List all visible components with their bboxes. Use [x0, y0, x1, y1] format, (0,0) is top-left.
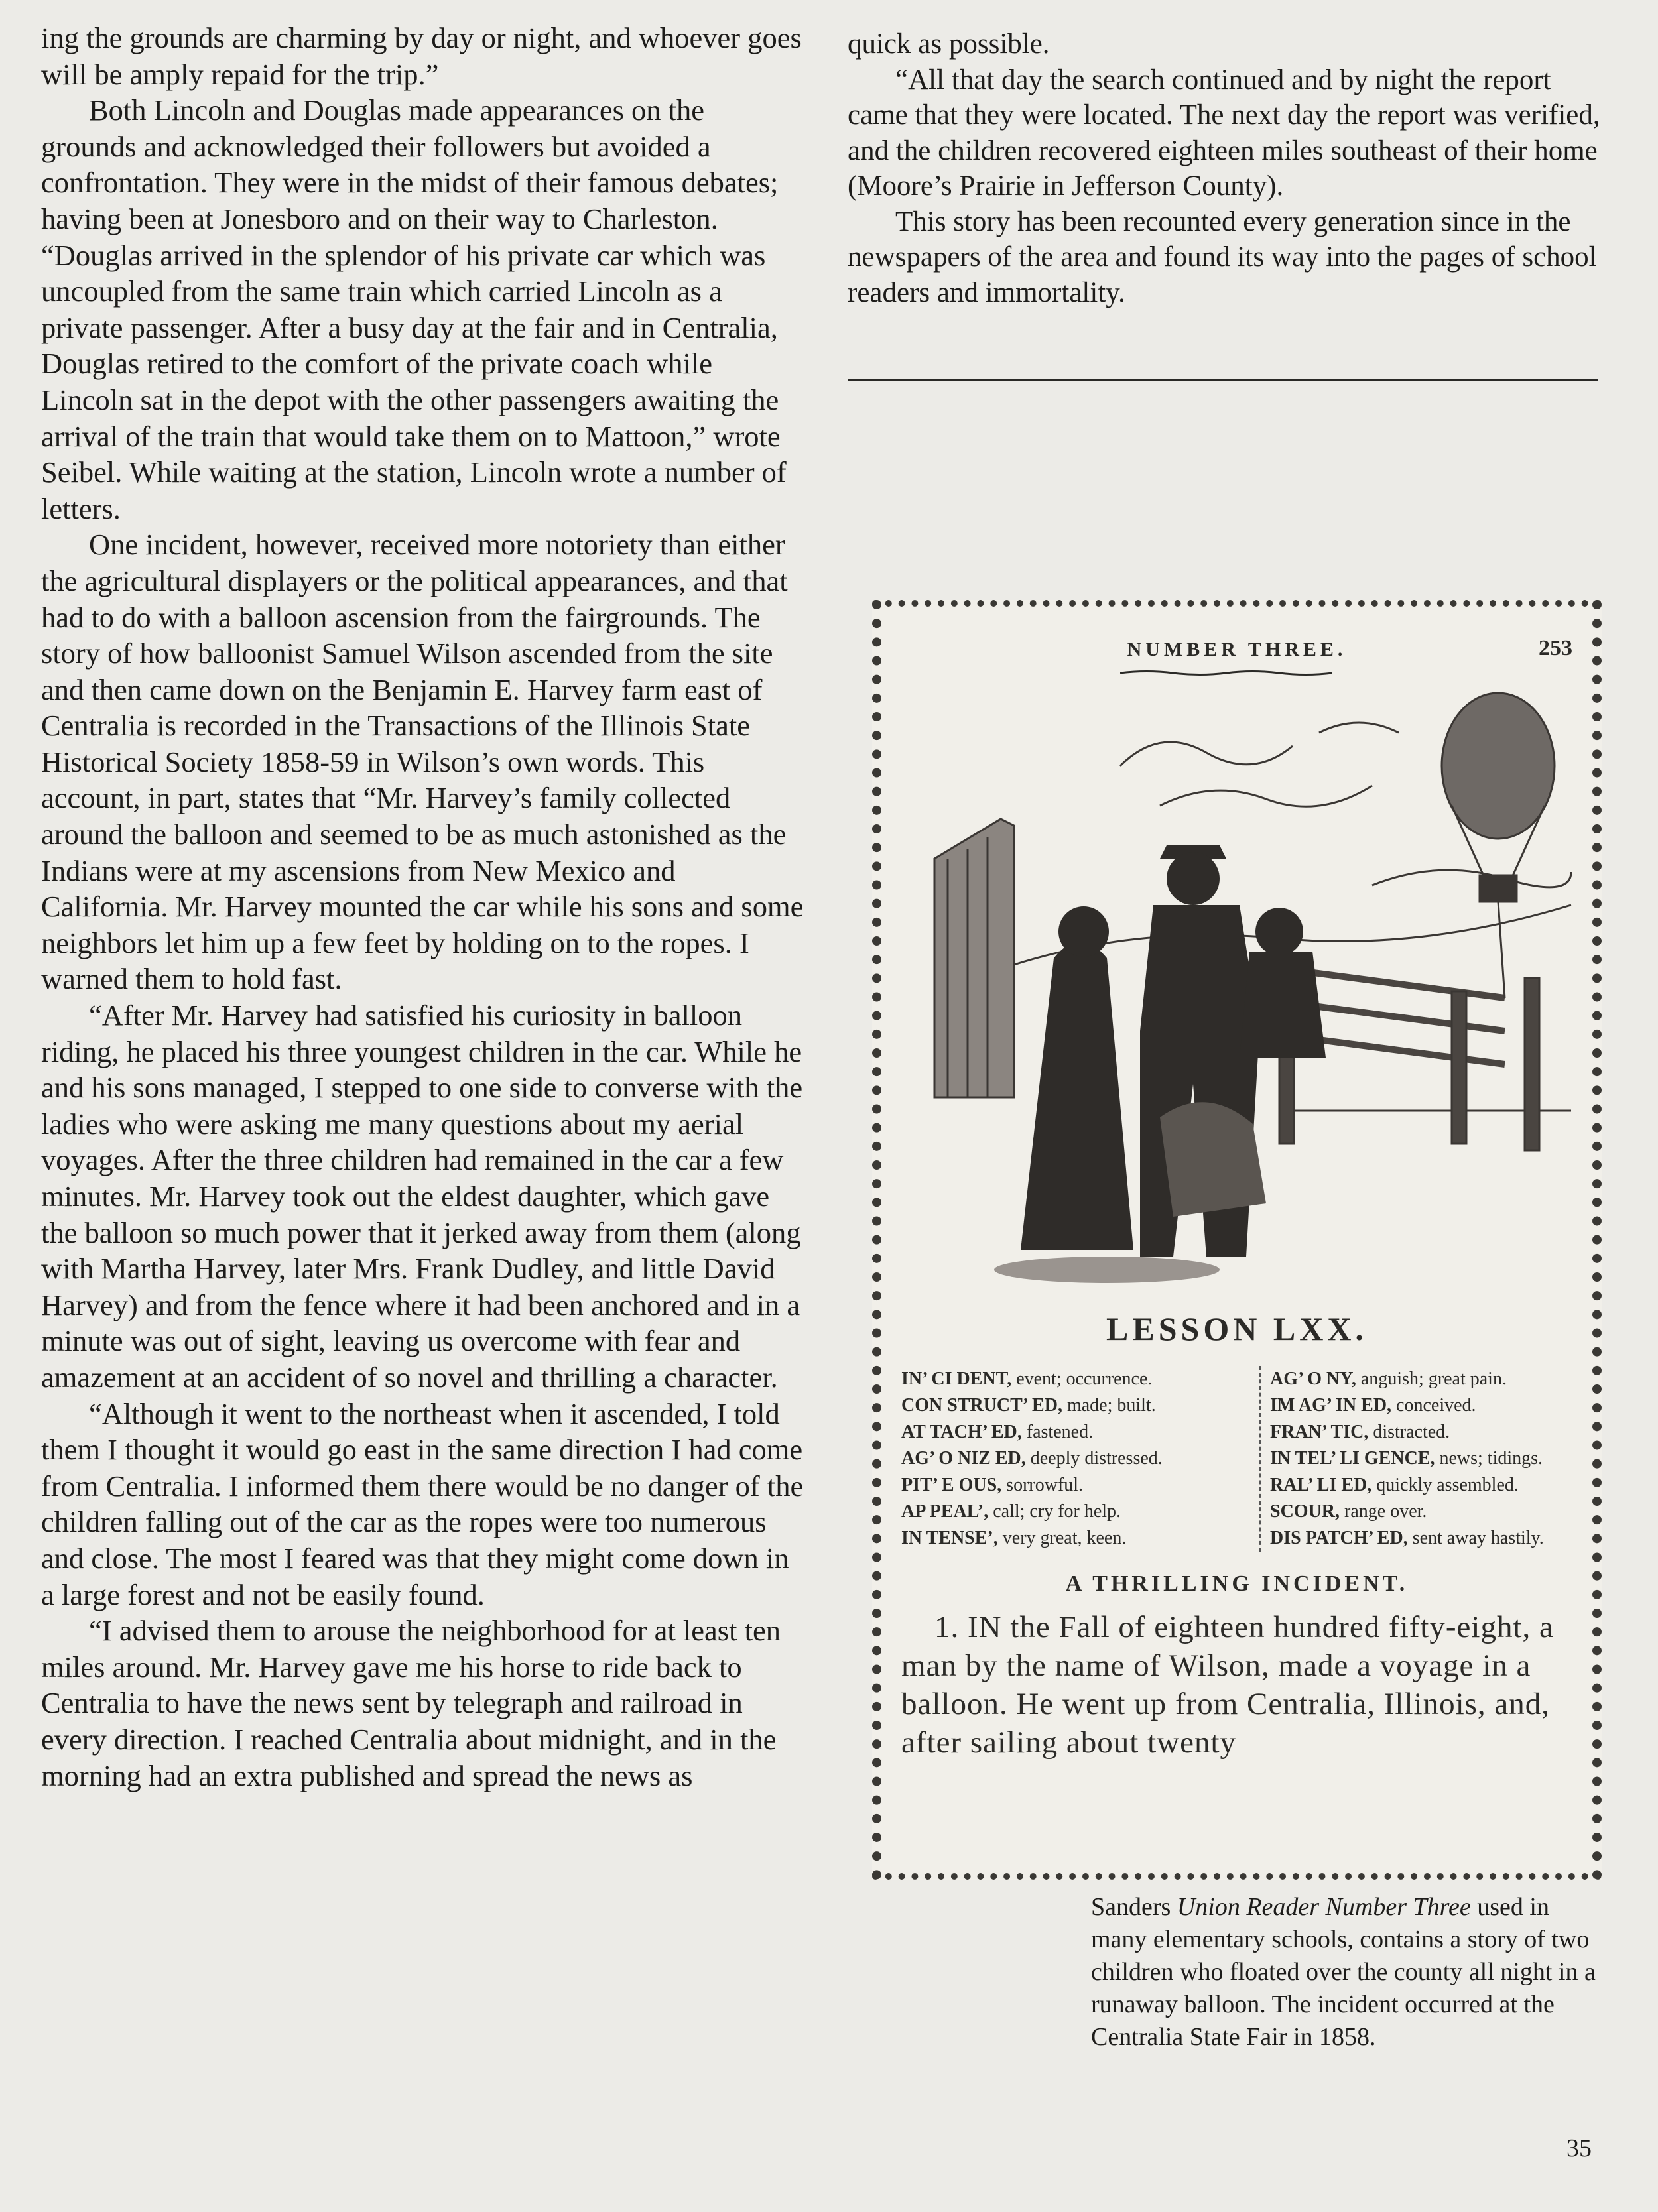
vocab-column-left	[901, 1366, 1240, 1552]
story-title: A THRILLING INCIDENT.	[1065, 1571, 1409, 1596]
paragraph: 1. IN the Fall of eighteen hundred fifty-eight, a man by the name of Wilson, made a voyage in a balloon. He went up from Centralia, Illinois, and, after sailing about twenty	[901, 1610, 1554, 1760]
paragraph: Both Lincoln and Douglas made appearances on the grounds and acknowledged their followers but avoided a confrontation. They were in the midst of their famous debates; having been at Jonesboro and on their way to Charleston. “Douglas arrived in the splendor of his private car which was uncoupled from the same train which carried Lincoln as a private passenger. After a busy day at the fair and in Centralia, Douglas retired to the comfort of the private coach while Lincoln sat in the depot with the other passengers awaiting the arrival of the train that would take them on to Mattoon,” wrote Seibel. While waiting at the station, Lincoln wrote a number of letters.	[41, 93, 787, 525]
lesson-title: LESSON LXX.	[1106, 1310, 1368, 1347]
reader-page-number: 253	[1539, 636, 1572, 660]
vocab-item: CON STRUCT’ ED, made; built.	[901, 1395, 1156, 1416]
flourish-ornament	[1120, 670, 1332, 676]
vocab-item: IN TENSE’, very great, keen.	[901, 1528, 1127, 1548]
vocab-item: PIT’ E OUS, sorrowful.	[901, 1475, 1084, 1495]
paragraph: One incident, however, received more notoriety than either the agricultural displayers or the political appearances, and that had to do with a balloon ascension from the fairgrounds. The story of how balloonist Samuel Wilson ascended from the site and then came down on the Benjamin E. Harvey farm east of Centralia is recorded in the Transactions of the Illinois State Historical Society 1858-59 in Wilson’s own words. This account, in part, states that “Mr. Harvey’s family collected around the balloon and seemed to be as much astonished as the Indians were at my ascensions from New Mexico and California. Mr. Harvey mounted the car while his sons and some neighbors let him up a few feet by holding on to the ropes. I warned them to hold fast.	[41, 528, 804, 996]
vocab-item: AP PEAL’, call; cry for help.	[901, 1501, 1121, 1522]
vocab-item: DIS PATCH’ ED, sent away hastily.	[1270, 1528, 1544, 1548]
paragraph: “I advised them to arouse the neighborhood for at least ten miles around. Mr. Harvey gave me his horse to ride back to Centralia to have the news sent by telegraph and railroad in every direction. I reached Centralia about midnight, and in the morning had an extra published and spread the news as	[41, 1614, 781, 1792]
vocab-item: AG’ O NIZ ED, deeply distressed.	[901, 1448, 1163, 1469]
paragraph: quick as possible.	[848, 29, 1050, 60]
right-column	[848, 27, 1610, 310]
vocab-item: IN TEL’ LI GENCE, news; tidings.	[1270, 1448, 1543, 1469]
vocab-item: IN’ CI DENT, event; occurrence.	[901, 1369, 1153, 1389]
vocab-item: SCOUR, range over.	[1270, 1501, 1427, 1522]
vocab-item: AG’ O NY, anguish; great pain.	[1270, 1369, 1507, 1389]
reader-header: NUMBER THREE.	[1127, 639, 1347, 660]
paragraph: “All that day the search continued and by night the report came that they were located. The next day the report was verified, and the children recovered eighteen miles southeast of their home (Moore’s Prairie in Jefferson County).	[848, 64, 1600, 202]
vocab-item: FRAN’ TIC, distracted.	[1270, 1422, 1450, 1442]
book-title: Union Reader Number Three	[1177, 1893, 1471, 1921]
paragraph: “Although it went to the northeast when it ascended, I told them I thought it would go east in the same direction I had come from Centralia. I informed them there would be no danger of the children falling out of the car as the ropes were too numerous and close. The most I feared was that they might come down in a large forest and not be easily found.	[41, 1396, 804, 1611]
section-divider	[848, 379, 1598, 381]
reader-page-image	[872, 600, 1602, 1880]
paragraph: ing the grounds are charming by day or night, and whoever goes will be amply repaid for the trip.”	[41, 21, 802, 91]
page-number: 35	[1566, 2134, 1592, 2162]
image-caption: Sanders Union Reader Number Three used in many elementary schools, contains a story of two children who floated over the county all night in a runaway balloon. The incident occurred at the Centralia State Fair in 1858.	[1091, 1893, 1596, 2051]
vocab-column-right	[1259, 1366, 1591, 1552]
vocab-item: AT TACH’ ED, fastened.	[901, 1422, 1094, 1442]
paragraph: “After Mr. Harvey had satisfied his curiosity in balloon riding, he placed his three youngest children in the car. While he and his sons managed, I stepped to one side to converse with the ladies who were asking me many questions about my aerial voyages. After the three children had remained in the car a few minutes. Mr. Harvey took out the eldest daughter, which gave the balloon so much power that it jerked away from them (along with Martha Harvey, later Mrs. Frank Dudley, and little David Harvey) and from the fence where it had been anchored and in a minute was out of sight, leaving us overcome with fear and amazement at an accident of so novel and thrilling a character.	[41, 999, 803, 1394]
vocab-item: IM AG’ IN ED, conceived.	[1270, 1395, 1476, 1416]
vocab-item: RAL’ LI ED, quickly assembled.	[1270, 1475, 1519, 1495]
story-text	[901, 1608, 1584, 1762]
balloon-engraving-illustration	[908, 686, 1584, 1283]
left-column	[41, 20, 804, 1794]
paragraph: This story has been recounted every generation since in the newspapers of the area and found its way into the pages of school readers and immortality.	[848, 206, 1597, 308]
